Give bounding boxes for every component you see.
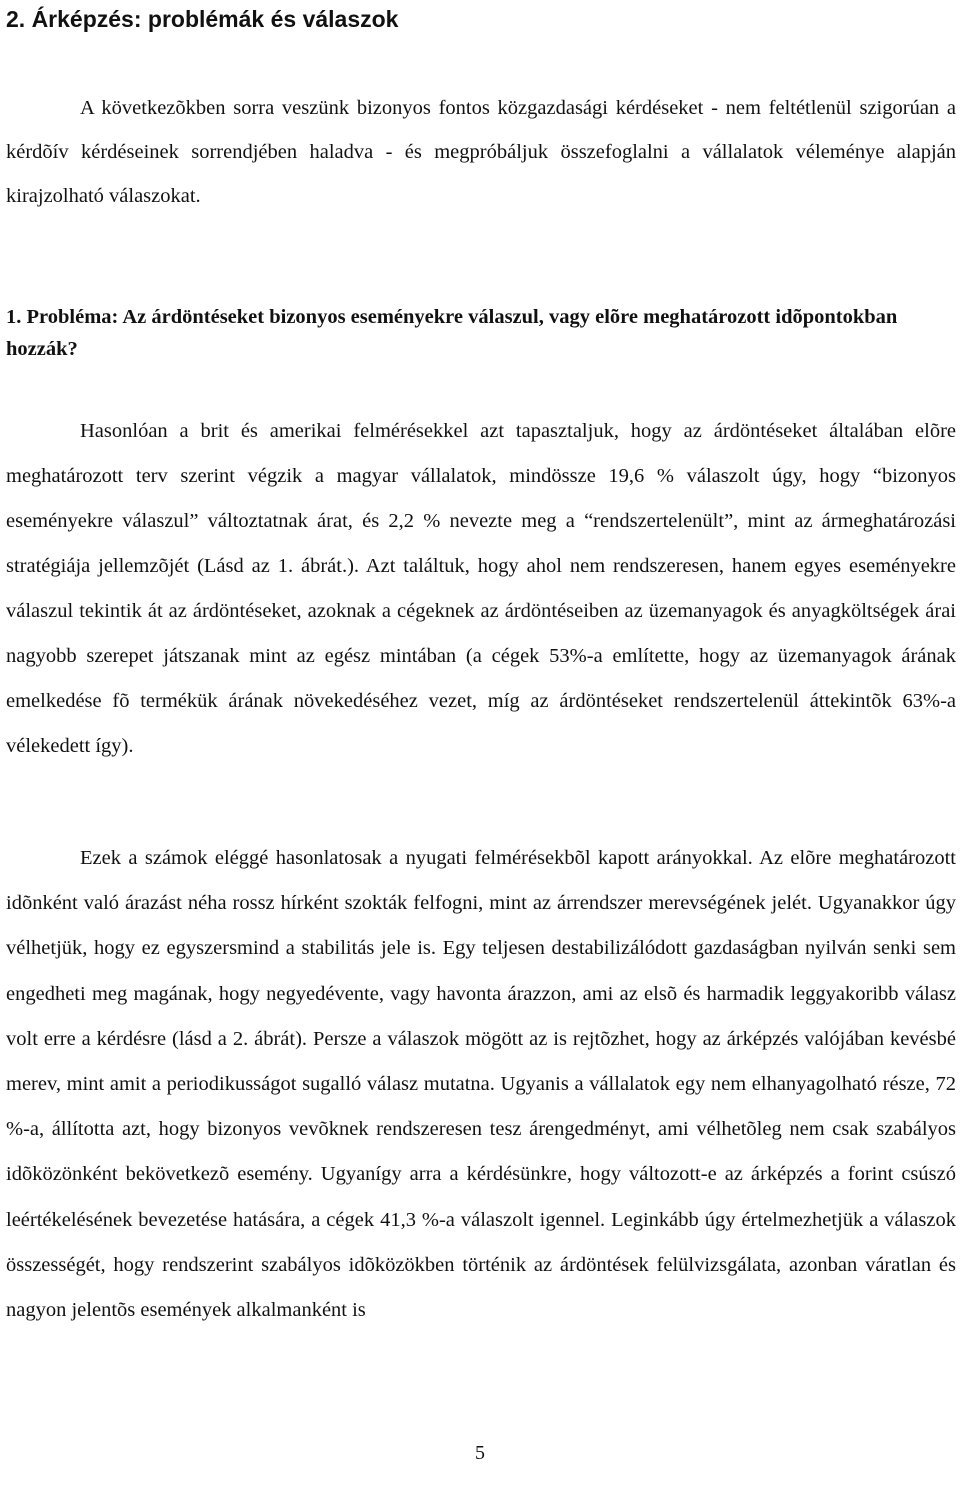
body-paragraph-2-text: Ezek a számok eléggé hasonlatosak a nyugati felmérésekbõl kapott arányokkal. Az elõre meghatározott idõnként való árazást néha rossz hírként szokták felfogni, mint az árrendszer merevségének jelét. Ugyanakkor úgy vélhetjük, hogy ez egyszersmind a stabilitás jele is. Egy teljesen destabilizálódott gazdaságban nyilván senki sem engedheti meg magának, hogy negyedévente, vagy havonta árazzon, ami az elsõ és harmadik leggyakoribb válasz volt erre a kérdésre (lásd a 2. ábrát). Persze a válaszok mögött az is rejtõzhet, hogy az árképzés valójában kevésbé merev, mint amit a periodikusságot sugalló válasz mutatna. Ugyanis a vállalatok egy nem elhanyagolható része, 72 %-a, állította azt, hogy bizonyos vevõknek rendszeresen tesz árengedményt, ami vélhetõleg nem csak szabályos idõközönként bekövetkezõ esemény. Ugyanígy arra a kérdésünkre, hogy változott-e az árképzés a forint csúszó leértékelésének bevezetése hatására, a cégek 41,3 %-a válaszolt igennel. Leginkább úgy értelmezhetjük a válaszok összességét, hogy rendszerint szabályos idõközökben történik az árdöntések felülvizsgálata, azonban váratlan és nagyon jelentõs események alkalmanként is	[6, 847, 956, 1322]
intro-paragraph	[6, 86, 956, 218]
page-number: 5	[475, 1442, 485, 1464]
body-paragraph-1-text: Hasonlóan a brit és amerikai felmérésekkel azt tapasztaljuk, hogy az árdöntéseket általában elõre meghatározott terv szerint végzik a magyar vállalatok, mindössze 19,6 % válaszolt úgy, hogy “bizonyos eseményekre válaszul” változtatnak árat, és 2,2 % nevezte meg a “rendszertelenült”, mint az ármeghatározási stratégiája jellemzõjét (Lásd az 1. ábrát.). Azt találtuk, hogy ahol nem rendszeresen, hanem egyes eseményekre válaszul tekintik át az árdöntéseket, azoknak a cégeknek az árdöntéseiben az üzemanyagok és anyagköltségek árai nagyobb szerepet játszanak mint az egész mintában (a cégek 53%-a említette, hogy az üzemanyagok árának emelkedése fõ termékük árának növekedéséhez vezet, míg az árdöntéseket rendszertelenül áttekintõk 63%-a vélekedett így).	[6, 420, 956, 757]
section-title: 2. Árképzés: problémák és válaszok	[6, 6, 399, 32]
body-paragraph-1	[6, 409, 956, 769]
intro-text: A következõkben sorra veszünk bizonyos fontos közgazdasági kérdéseket - nem feltétlenül szigorúan a kérdõív kérdéseinek sorrendjében haladva - és megpróbáljuk összefoglalni a vállalatok véleménye alapján kirajzolható válaszokat.	[6, 97, 956, 207]
body-paragraph-2	[6, 836, 956, 1333]
problem-heading: 1. Probléma: Az árdöntéseket bizonyos eseményekre válaszul, vagy elõre meghatározott idõpontokban hozzák?	[6, 306, 898, 360]
